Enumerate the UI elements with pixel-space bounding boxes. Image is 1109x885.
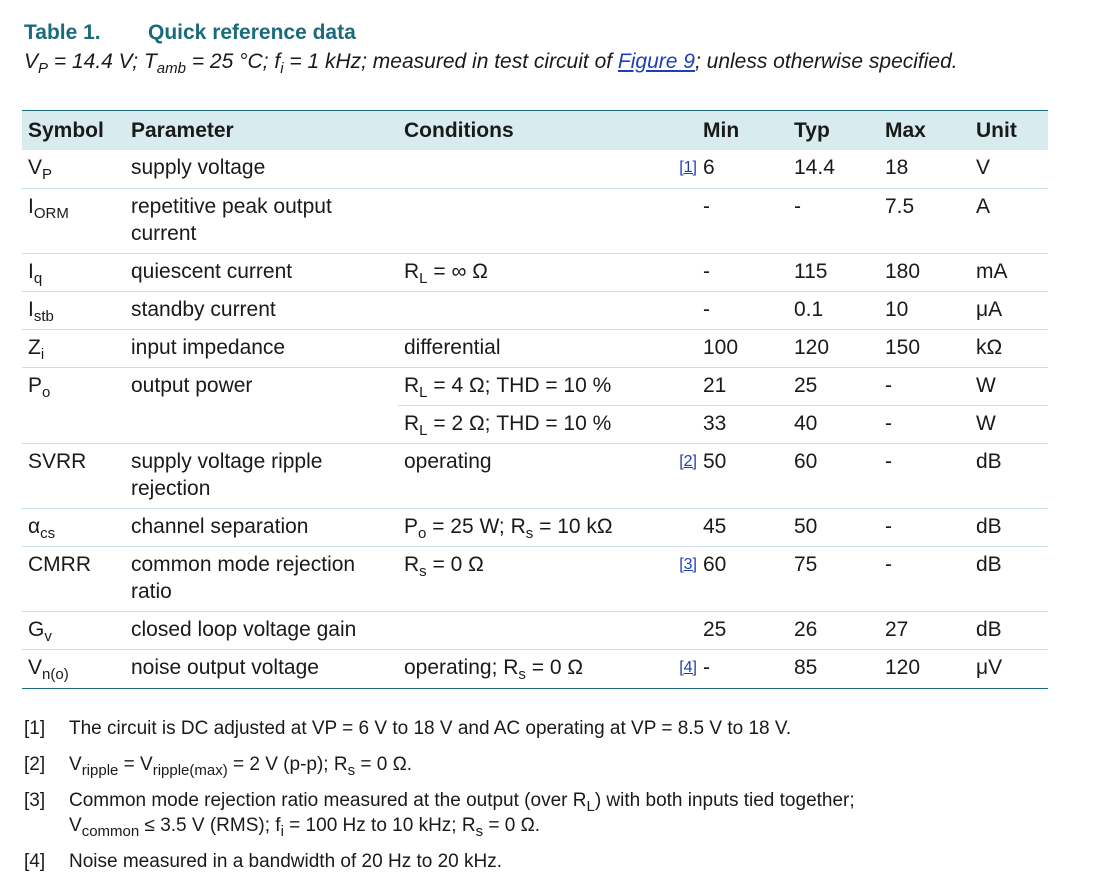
cell-unit: mA bbox=[970, 254, 1048, 292]
cell-ref bbox=[661, 330, 697, 368]
cell-min: - bbox=[697, 254, 788, 292]
cell-max: 7.5 bbox=[879, 189, 970, 254]
cell-symbol: CMRR bbox=[22, 547, 125, 612]
table-row bbox=[22, 509, 1048, 547]
cell-ref bbox=[661, 150, 697, 189]
cell-ref bbox=[661, 254, 697, 292]
symbol-sub: cs bbox=[40, 525, 56, 542]
cond-text: P bbox=[404, 515, 419, 538]
cell-conditions bbox=[398, 612, 661, 650]
cell-conditions bbox=[398, 254, 661, 292]
table-row bbox=[22, 612, 1048, 650]
symbol-text: I bbox=[28, 260, 34, 283]
note-fragment: Common mode rejection ratio measured at the output (over R bbox=[69, 790, 587, 811]
cond-text: R bbox=[404, 412, 420, 435]
table-title-text: Quick reference data bbox=[148, 21, 356, 44]
header-max: Max bbox=[879, 111, 970, 151]
cell-conditions bbox=[398, 406, 661, 444]
cell-min: 100 bbox=[697, 330, 788, 368]
cell-parameter: common mode rejection ratio bbox=[125, 547, 398, 612]
cell-parameter: standby current bbox=[125, 292, 398, 330]
cell-conditions bbox=[398, 368, 661, 406]
cell-unit: dB bbox=[970, 444, 1048, 509]
table-row bbox=[22, 547, 1048, 612]
cell-typ: 50 bbox=[788, 509, 879, 547]
cell-parameter: quiescent current bbox=[125, 254, 398, 292]
symbol-sub: P bbox=[42, 166, 53, 183]
table-number: Table 1. bbox=[24, 21, 101, 44]
cond-text: R bbox=[404, 260, 420, 283]
note-text bbox=[69, 788, 1084, 838]
cell-min: 6 bbox=[697, 150, 788, 189]
cell-symbol bbox=[22, 150, 125, 189]
cond-text: = ∞ Ω bbox=[427, 260, 488, 283]
cell-parameter: repetitive peak output current bbox=[125, 189, 398, 254]
cond-text: = 0 Ω bbox=[525, 656, 584, 679]
cell-min: - bbox=[697, 650, 788, 689]
cell-typ: 25 bbox=[788, 368, 879, 406]
cell-conditions bbox=[398, 189, 661, 254]
cell-min: - bbox=[697, 189, 788, 254]
cell-parameter: noise output voltage bbox=[125, 650, 398, 689]
cell-conditions bbox=[398, 292, 661, 330]
cond-sub: s bbox=[518, 666, 526, 683]
symbol-sub: stb bbox=[33, 308, 54, 325]
cell-ref bbox=[661, 650, 697, 689]
cell-symbol bbox=[22, 368, 125, 406]
note-text bbox=[69, 752, 1084, 777]
note-text: The circuit is DC adjusted at VP = 6 V to 18 V and AC operating at VP = 8.5 V to 18 V. bbox=[69, 718, 792, 739]
table-title bbox=[24, 21, 356, 45]
cell-symbol bbox=[22, 612, 125, 650]
cell-conditions bbox=[398, 150, 661, 189]
cell-unit: A bbox=[970, 189, 1048, 254]
note-sub: L bbox=[586, 798, 595, 815]
caption-text: = 14.4 V; T bbox=[48, 50, 157, 73]
cell-conditions bbox=[398, 509, 661, 547]
cell-ref bbox=[661, 292, 697, 330]
caption-sub: i bbox=[280, 60, 284, 77]
cell-ref bbox=[661, 444, 697, 509]
cell-symbol bbox=[22, 254, 125, 292]
caption-text: = 1 kHz; measured in test circuit of bbox=[283, 50, 618, 73]
cell-min: 25 bbox=[697, 612, 788, 650]
note-ref-link[interactable]: [1] bbox=[679, 159, 697, 176]
caption-text: V bbox=[24, 50, 39, 73]
caption-sub: amb bbox=[156, 60, 186, 77]
cell-symbol bbox=[22, 509, 125, 547]
symbol-sub: n(o) bbox=[42, 666, 69, 683]
cond-sub: L bbox=[419, 422, 428, 439]
note-sub: ripple(max) bbox=[152, 762, 228, 779]
cell-conditions bbox=[398, 650, 661, 689]
cell-typ: 60 bbox=[788, 444, 879, 509]
cell-min: 21 bbox=[697, 368, 788, 406]
cell-unit: W bbox=[970, 406, 1048, 444]
header-conditions: Conditions bbox=[398, 111, 661, 151]
cell-symbol bbox=[22, 189, 125, 254]
table-notes bbox=[24, 716, 1084, 885]
symbol-text: I bbox=[28, 195, 34, 218]
cell-max: - bbox=[879, 444, 970, 509]
note-label: [2] bbox=[24, 754, 46, 775]
cell-parameter: channel separation bbox=[125, 509, 398, 547]
cond-text: operating; R bbox=[404, 656, 519, 679]
cell-parameter: supply voltage ripple rejection bbox=[125, 444, 398, 509]
note-sub: ripple bbox=[81, 762, 119, 779]
symbol-sub: q bbox=[33, 270, 43, 287]
cell-typ: 14.4 bbox=[788, 150, 879, 189]
cell-unit: kΩ bbox=[970, 330, 1048, 368]
note-fragment: V bbox=[69, 754, 82, 775]
cell-max: 120 bbox=[879, 650, 970, 689]
table-conditions-caption bbox=[24, 47, 1024, 76]
table-row bbox=[22, 254, 1048, 292]
table-row bbox=[22, 368, 1048, 406]
cell-min: 33 bbox=[697, 406, 788, 444]
header-ref bbox=[661, 111, 697, 151]
cell-unit: dB bbox=[970, 612, 1048, 650]
cell-typ: 26 bbox=[788, 612, 879, 650]
cond-sub: s bbox=[419, 563, 427, 580]
symbol-sub: ORM bbox=[33, 205, 69, 222]
caption-text: = 25 °C; f bbox=[185, 50, 281, 73]
cond-text: R bbox=[404, 374, 420, 397]
table-row bbox=[22, 150, 1048, 189]
symbol-sub: v bbox=[44, 628, 52, 645]
note-item bbox=[24, 849, 1084, 874]
table-row bbox=[22, 189, 1048, 254]
cell-parameter: closed loop voltage gain bbox=[125, 612, 398, 650]
cell-max: - bbox=[879, 509, 970, 547]
table-row bbox=[22, 650, 1048, 689]
cell-min: 50 bbox=[697, 444, 788, 509]
cell-min: - bbox=[697, 292, 788, 330]
cond-text: = 4 Ω; THD = 10 % bbox=[427, 374, 612, 397]
cell-typ: - bbox=[788, 189, 879, 254]
cell-max: - bbox=[879, 547, 970, 612]
symbol-text: V bbox=[28, 156, 43, 179]
header-symbol: Symbol bbox=[22, 111, 125, 151]
note-sub: i bbox=[280, 823, 284, 840]
cond-text: = 25 W; R bbox=[426, 515, 526, 538]
cell-unit: μV bbox=[970, 650, 1048, 689]
cell-parameter bbox=[125, 406, 398, 444]
note-item bbox=[24, 716, 1084, 741]
table-row bbox=[22, 330, 1048, 368]
cell-max: 150 bbox=[879, 330, 970, 368]
note-sub: common bbox=[81, 823, 140, 840]
cond-text: = 2 Ω; THD = 10 % bbox=[427, 412, 612, 435]
note-label: [4] bbox=[24, 851, 46, 872]
note-text: Noise measured in a bandwidth of 20 Hz to 20 kHz. bbox=[69, 851, 503, 872]
cell-conditions: operating bbox=[398, 444, 661, 509]
cell-unit: dB bbox=[970, 547, 1048, 612]
cell-parameter: output power bbox=[131, 374, 253, 397]
cell-ref bbox=[661, 406, 697, 444]
cell-symbol: SVRR bbox=[22, 444, 125, 509]
note-fragment: = V bbox=[118, 754, 153, 775]
note-fragment: ) with both inputs tied together; bbox=[594, 790, 855, 811]
note-item bbox=[24, 788, 1084, 838]
table-row bbox=[22, 444, 1048, 509]
cell-unit: V bbox=[970, 150, 1048, 189]
cell-max: 180 bbox=[879, 254, 970, 292]
cell-symbol bbox=[22, 406, 125, 444]
cell-min: 60 bbox=[697, 547, 788, 612]
cell-max: 18 bbox=[879, 150, 970, 189]
symbol-sub: i bbox=[40, 346, 45, 363]
cell-ref bbox=[661, 612, 697, 650]
cell-unit: W bbox=[970, 368, 1048, 406]
cond-sub: L bbox=[419, 270, 428, 287]
cell-conditions bbox=[398, 547, 661, 612]
note-fragment: = 0 Ω. bbox=[483, 815, 541, 836]
symbol-text: Z bbox=[28, 336, 41, 359]
note-ref-link[interactable]: [4] bbox=[679, 659, 697, 676]
note-label: [1] bbox=[24, 718, 46, 739]
cell-symbol bbox=[22, 292, 125, 330]
cell-typ: 85 bbox=[788, 650, 879, 689]
cond-text: R bbox=[404, 553, 420, 576]
quick-reference-table bbox=[22, 110, 1048, 689]
cell-parameter: supply voltage bbox=[125, 150, 398, 189]
cell-max: 27 bbox=[879, 612, 970, 650]
cell-typ: 75 bbox=[788, 547, 879, 612]
cond-sub: L bbox=[419, 384, 428, 401]
cell-parameter: input impedance bbox=[125, 330, 398, 368]
cell-max: - bbox=[879, 406, 970, 444]
header-parameter: Parameter bbox=[125, 111, 398, 151]
note-fragment: = 0 Ω. bbox=[355, 754, 413, 775]
cell-ref bbox=[661, 189, 697, 254]
cell-unit: μA bbox=[970, 292, 1048, 330]
cond-text: = 0 Ω bbox=[426, 553, 484, 576]
note-fragment: = 100 Hz to 10 kHz; R bbox=[283, 815, 476, 836]
cond-text: = 10 kΩ bbox=[533, 515, 613, 538]
header-unit: Unit bbox=[970, 111, 1048, 151]
table-row bbox=[22, 406, 1048, 444]
cell-typ: 0.1 bbox=[788, 292, 879, 330]
cond-sub: o bbox=[418, 525, 427, 542]
cell-typ: 120 bbox=[788, 330, 879, 368]
note-fragment: = 2 V (p-p); R bbox=[227, 754, 348, 775]
caption-sub: P bbox=[38, 60, 49, 77]
cell-max: 10 bbox=[879, 292, 970, 330]
cond-sub: s bbox=[525, 525, 534, 542]
symbol-text: α bbox=[28, 515, 41, 538]
cell-symbol bbox=[22, 650, 125, 689]
symbol-text: P bbox=[28, 374, 43, 397]
cell-max: - bbox=[879, 368, 970, 406]
note-item bbox=[24, 752, 1084, 777]
figure-9-link[interactable]: Figure 9 bbox=[617, 50, 695, 73]
table-header-row bbox=[22, 111, 1048, 151]
symbol-sub: o bbox=[42, 384, 51, 401]
symbol-text: G bbox=[28, 618, 45, 641]
cell-min: 45 bbox=[697, 509, 788, 547]
cell-symbol bbox=[22, 330, 125, 368]
symbol-text: V bbox=[28, 656, 43, 679]
caption-text: ; unless otherwise specified. bbox=[694, 50, 958, 73]
header-min: Min bbox=[697, 111, 788, 151]
table-row bbox=[22, 292, 1048, 330]
cell-unit: dB bbox=[970, 509, 1048, 547]
note-ref-link[interactable]: [3] bbox=[679, 556, 697, 573]
note-label: [3] bbox=[24, 790, 46, 811]
cell-ref bbox=[661, 509, 697, 547]
cell-ref bbox=[661, 547, 697, 612]
note-ref-link[interactable]: [2] bbox=[679, 453, 697, 470]
cell-ref bbox=[661, 368, 697, 406]
note-fragment: V bbox=[69, 815, 82, 836]
note-fragment: ≤ 3.5 V (RMS); f bbox=[139, 815, 281, 836]
cell-typ: 40 bbox=[788, 406, 879, 444]
symbol-text: I bbox=[28, 298, 34, 321]
cell-conditions: differential bbox=[398, 330, 661, 368]
note-sub: s bbox=[347, 762, 356, 779]
cell-typ: 115 bbox=[788, 254, 879, 292]
note-sub: s bbox=[475, 823, 484, 840]
header-typ: Typ bbox=[788, 111, 879, 151]
